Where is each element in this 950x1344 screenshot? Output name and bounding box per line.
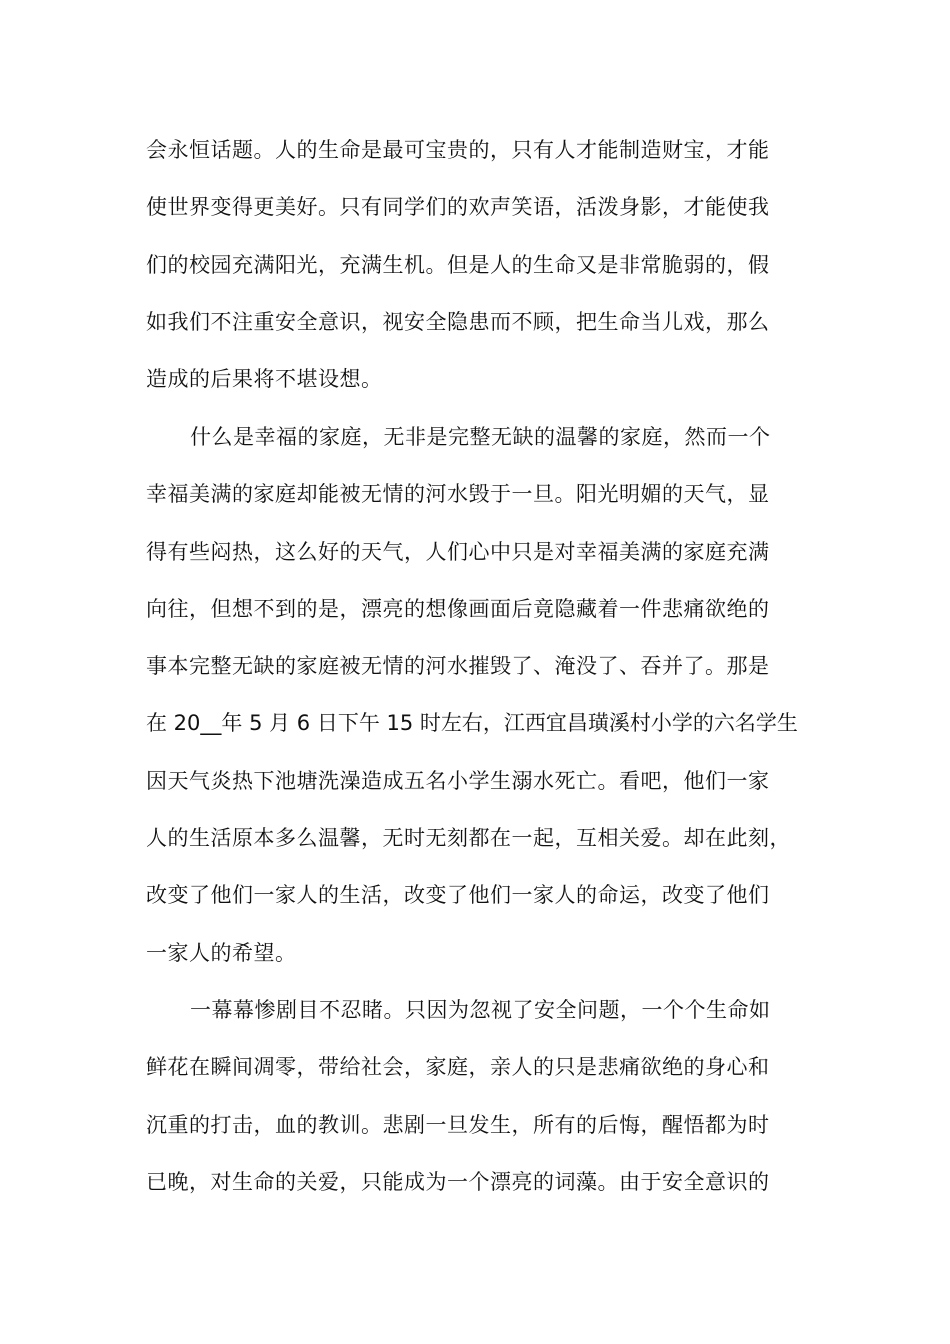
text-line: 什么是幸福的家庭，无非是完整无缺的温馨的家庭，然而一个 (190, 425, 771, 449)
text-line: 幸福美满的家庭却能被无情的河水毁于一旦。阳光明媚的天气，显 (146, 482, 770, 507)
text-line: 人的生活原本多么温馨，无时无刻都在一起，互相关爱。却在此刻， (146, 826, 791, 851)
text-line: 沉重的打击，血的教训。悲剧一旦发生，所有的后悔，醒悟都为时 (146, 1112, 770, 1137)
text-line: 向往，但想不到的是，漂亮的想像画面后竟隐藏着一件悲痛欲绝的 (146, 596, 770, 621)
text-line: 们的校园充满阳光，充满生机。但是人的生命又是非常脆弱的，假 (146, 252, 770, 277)
text-line: 在 20__年 5 月 6 日下午 15 时左右，江西宜昌璜溪村小学的六名学生 (146, 711, 798, 736)
text-line: 一幕幕惨剧目不忍睹。只因为忽视了安全问题，一个个生命如 (190, 998, 771, 1022)
text-line: 如我们不注重安全意识，视安全隐患而不顾，把生命当儿戏，那么 (146, 309, 770, 334)
text-line: 事本完整无缺的家庭被无情的河水摧毁了、淹没了、吞并了。那是 (146, 654, 770, 679)
text-line: 一家人的希望。 (146, 940, 297, 965)
paragraph-3 (146, 982, 836, 1211)
text-line: 鲜花在瞬间凋零，带给社会，家庭，亲人的只是悲痛欲绝的身心和 (146, 1055, 770, 1080)
text-line: 使世界变得更美好。只有同学们的欢声笑语，活泼身影，才能使我 (146, 195, 770, 220)
paragraph-2 (146, 409, 836, 982)
text-line: 因天气炎热下池塘洗澡造成五名小学生溺水死亡。看吧，他们一家 (146, 768, 770, 793)
text-line: 改变了他们一家人的生活，改变了他们一家人的命运，改变了他们 (146, 883, 770, 908)
text-line: 得有些闷热，这么好的天气，人们心中只是对幸福美满的家庭充满 (146, 539, 770, 564)
paragraph-1 (146, 122, 836, 408)
text-line: 会永恒话题。人的生命是最可宝贵的，只有人才能制造财宝，才能 (146, 138, 770, 162)
text-line: 造成的后果将不堪设想。 (146, 367, 383, 392)
text-line: 已晚，对生命的关爱，只能成为一个漂亮的词藻。由于安全意识的 (146, 1169, 770, 1194)
